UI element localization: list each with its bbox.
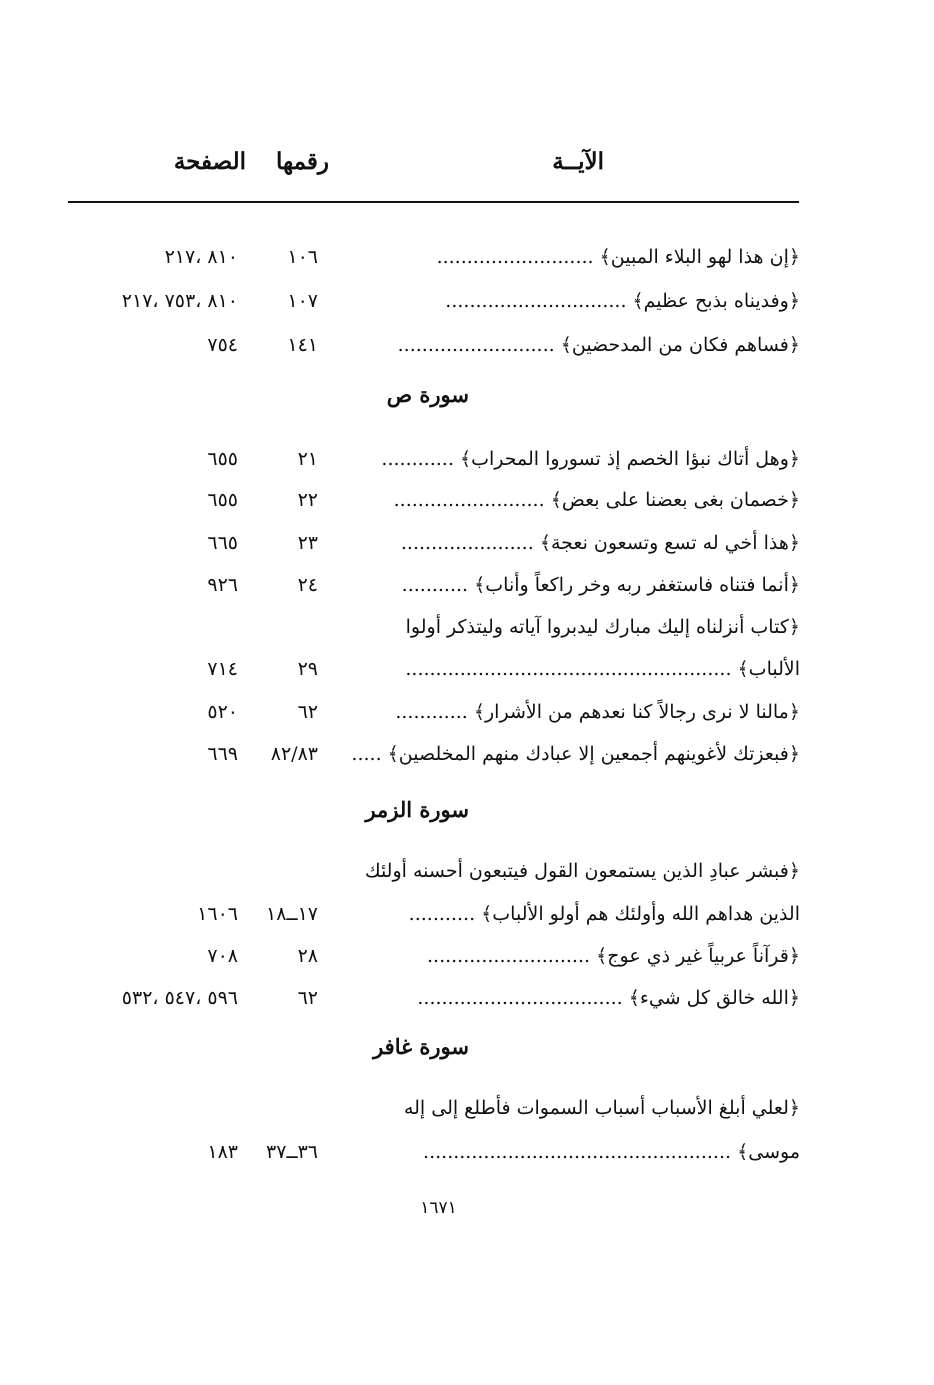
column-header-page: الصفحة <box>173 148 246 175</box>
index-row <box>0 612 934 648</box>
index-row <box>0 654 934 690</box>
verse-number: ٦٢ <box>297 987 318 1009</box>
verse-text: ﴿الله خالق كل شيء﴾ .................................. <box>417 987 800 1009</box>
page-reference: ٥٢٠ <box>207 701 238 723</box>
index-row <box>0 941 934 977</box>
page-reference: ٦٥٥ <box>207 489 238 511</box>
page-reference: ١٦٠٦ <box>197 903 238 925</box>
index-row <box>0 1093 934 1129</box>
index-row <box>0 444 934 480</box>
column-header-number: رقمها <box>275 148 329 175</box>
verse-number: ٢٤ <box>297 574 318 596</box>
column-header-verse: الآيــة <box>552 148 604 175</box>
index-row <box>0 330 934 366</box>
surah-title: سورة ص <box>386 382 469 407</box>
page-reference: ٩٢٦ <box>207 574 238 596</box>
index-row <box>0 286 934 322</box>
page-reference: ٦٦٥ <box>207 532 238 554</box>
verse-text: ﴿خصمان بغى بعضنا على بعض﴾ ......................... <box>393 489 800 511</box>
verse-number: ١٤١ <box>287 334 318 356</box>
verse-number: ٨٢/٨٣ <box>270 743 318 765</box>
verse-number: ٢١ <box>297 448 318 470</box>
verse-text: ﴿وهل أتاك نبؤا الخصم إذ تسوروا المحراب﴾ ............ <box>381 448 800 470</box>
verse-number: ٢٨ <box>297 945 318 967</box>
verse-text: ﴿لعلي أبلغ الأسباب أسباب السموات فأطلع إلى إله <box>403 1097 800 1119</box>
index-row <box>0 856 934 892</box>
verse-number: ٢٩ <box>297 658 318 680</box>
surah-title: سورة الزمر <box>365 797 469 822</box>
verse-number: ١٠٦ <box>287 246 318 268</box>
verse-text: ﴿أنما فتناه فاستغفر ربه وخر راكعاً وأناب﴾ ........... <box>401 574 800 596</box>
index-row <box>0 242 934 278</box>
verse-number: ١٧ــ١٨ <box>266 903 318 925</box>
page-reference: ١٨٣ <box>207 1141 238 1163</box>
index-row <box>0 899 934 935</box>
verse-number: ٢٣ <box>297 532 318 554</box>
index-row <box>0 697 934 733</box>
verse-number: ٢٢ <box>297 489 318 511</box>
index-row <box>0 1137 934 1173</box>
verse-number: ٣٦ــ٣٧ <box>266 1141 318 1163</box>
verse-text: ﴿فساهم فكان من المدحضين﴾ .......................... <box>397 334 800 356</box>
verse-text: ﴿وفديناه بذبح عظيم﴾ .............................. <box>445 290 800 312</box>
page-reference: ٧٠٨ <box>207 945 238 967</box>
verse-text: ﴿قرآناً عربياً غير ذي عوج﴾ ........................... <box>426 945 800 967</box>
verse-number: ٦٢ <box>297 701 318 723</box>
header-divider <box>68 201 799 203</box>
page-reference: ٧١٤ <box>207 658 238 680</box>
verse-text: الذين هداهم الله وأولئك هم أولو الألباب﴾ ........... <box>408 903 800 925</box>
page-reference: ٧٥٤ <box>207 334 238 356</box>
verse-text: الألباب﴾ ...................................................... <box>405 658 800 680</box>
page-reference: ٦٥٥ <box>207 448 238 470</box>
page-number: ١٦٧١ <box>420 1198 457 1218</box>
verse-text: ﴿هذا أخي له تسع وتسعون نعجة﴾ ...................... <box>400 532 800 554</box>
verse-text: موسى﴾ ................................................... <box>423 1141 800 1163</box>
index-row <box>0 570 934 606</box>
index-row <box>0 983 934 1019</box>
verse-text: ﴿فبعزتك لأغوينهم أجمعين إلا عبادك منهم المخلصين﴾ ..... <box>351 743 800 765</box>
surah-title: سورة غافر <box>373 1034 469 1059</box>
page-reference: ٥٩٦ ،٥٤٧ ،٥٣٢ <box>121 987 238 1009</box>
verse-text: ﴿إن هذا لهو البلاء المبين﴾ .......................... <box>436 246 800 268</box>
verse-text: ﴿مالنا لا نرى رجالاً كنا نعدهم من الأشرار﴾ ............ <box>395 701 800 723</box>
page-reference: ٨١٠ ،٧٥٣ ،٢١٧ <box>121 290 238 312</box>
page-reference: ٨١٠ ،٢١٧ <box>164 246 238 268</box>
page-reference: ٦٦٩ <box>207 743 238 765</box>
index-row <box>0 528 934 564</box>
verse-text: ﴿كتاب أنزلناه إليك مبارك ليدبروا آياته وليتذكر أولوا <box>405 616 800 638</box>
index-row <box>0 739 934 775</box>
verse-text: ﴿فبشر عبادِ الذين يستمعون القول فيتبعون أحسنه أولئك <box>364 860 800 882</box>
verse-number: ١٠٧ <box>287 290 318 312</box>
index-row <box>0 485 934 521</box>
